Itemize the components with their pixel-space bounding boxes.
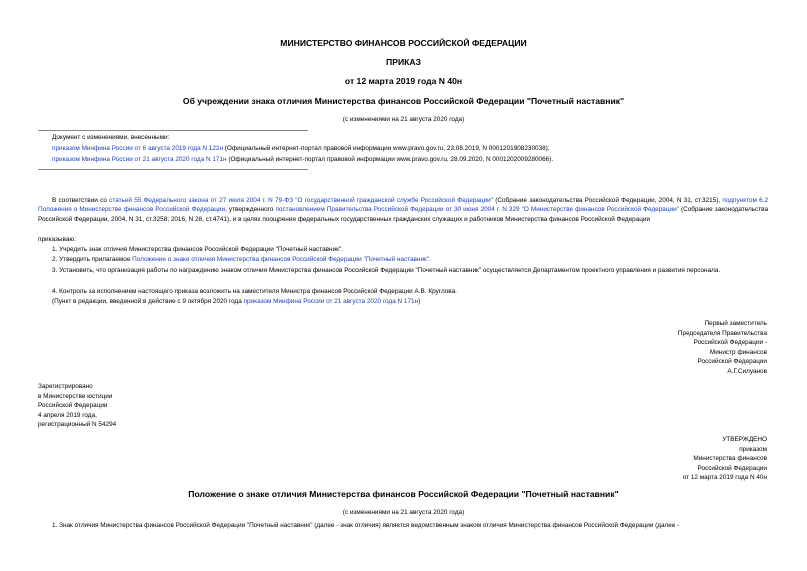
item-2-text: 2. Утвердить прилагаемое: [52, 256, 133, 263]
regulation-title: Положение о знаке отличия Министерства финансов Российской Федерации "Почетный наставник": [188, 489, 619, 499]
order-title: Об учреждении знака отличия Министерства финансов Российской Федерации "Почетный наставник": [182, 96, 625, 106]
amendment-source-2: (Официальный интернет-портал правовой информации www.pravo.gov.ru, 28.09.2020, N 0001202009280066).: [226, 156, 554, 163]
registration-line-1: Зарегистрировано: [38, 383, 93, 390]
approved-block: [683, 435, 767, 483]
changes-item-1: [52, 144, 550, 153]
registration-block: [38, 382, 116, 430]
item-3: 3. Установить, что организация работы по награждению знаком отличия Министерства финансов Российской Федерации "Почетный наставник" осуществляется Департаментом проектного управления и развития персонала.: [52, 267, 721, 274]
item-4-amendment-link[interactable]: приказом Минфина России от 21 августа 2020 года N 171н: [243, 298, 419, 305]
signature-name: А.Г.Силуанов: [727, 367, 767, 375]
registration-line-5: регистрационный N 54294: [38, 421, 117, 429]
approved-line-1: УТВЕРЖДЕНО: [722, 436, 767, 443]
signature-line-1: Первый заместитель: [704, 320, 767, 327]
preamble-text-2: (Собрание законодательства Российской Федерации, 2004, N 31, ст.3215),: [493, 197, 723, 204]
item-4-note-end: ): [418, 298, 421, 305]
amendment-link-1[interactable]: приказом Минфина России от 6 августа 2019 года N 122н: [52, 145, 224, 152]
approved-line-3: Министерства финансов: [693, 455, 767, 463]
signature-line-4: Министр финансов: [709, 348, 767, 356]
registration-line-2: в Министерстве юстиции: [38, 392, 113, 400]
preamble-text-3: , утвержденного: [225, 206, 276, 214]
changes-item-2: [52, 155, 553, 164]
regulation-link[interactable]: Положение о знаке отличия Министерства финансов Российской Федерации "Почетный наставник": [132, 256, 430, 263]
item-2: [52, 255, 431, 264]
changes-top-rule: [38, 130, 308, 131]
item-1: 1. Учредить знак отличия Министерства финансов Российской Федерации "Почетный наставник".: [52, 246, 343, 253]
order-word: приказываю:: [38, 236, 76, 243]
amendment-source-1: (Официальный интернет-портал правовой информации www.pravo.gov.ru, 23.08.2019, N 0001201908230038);: [223, 145, 550, 152]
changes-intro: Документ с изменениями, внесенными:: [52, 134, 170, 141]
approved-line-4: Российской Федерации: [697, 464, 767, 472]
signature-line-5: Российской Федерации: [697, 358, 767, 366]
changes-note: (с изменениями на 21 августа 2020 года): [342, 116, 465, 123]
registration-line-4: 4 апреля 2019 года,: [38, 411, 97, 419]
regulation-subparagraph-link[interactable]: подпунктом 6.2 Положения о Министерстве финансов Российской Федерации: [38, 197, 769, 214]
preamble-text-4: (Собрание законодательства Российской Федерации, 2004, N 31, ст.3258; 2016, N 28, ст.4741), и в целях поощрения федеральных государственных гражданских служащих и работников Министерства финансов Российской Федерации: [38, 206, 769, 223]
law-article-link[interactable]: статьей 55 Федерального закона от 27 июля 2004 г. N 79-ФЗ "О государственной гражданской службе Российской Федерации": [109, 197, 493, 204]
regulation-changes-note: (с изменениями на 21 августа 2020 года): [342, 509, 465, 516]
approved-line-2: приказом: [739, 445, 767, 453]
doc-type-heading: ПРИКАЗ: [386, 57, 421, 67]
preamble-text-1: В соответствии со: [52, 197, 110, 204]
registration-line-3: Российской Федерации: [38, 402, 108, 410]
preamble-paragraph: [38, 196, 768, 224]
item-4-note: [52, 297, 420, 306]
item-4-note-text: (Пункт в редакции, введенной в действие с 9 октября 2020 года: [52, 298, 244, 305]
order-date: от 12 марта 2019 года N 40н: [344, 76, 463, 86]
government-decree-link[interactable]: постановлением Правительства Российской Федерации от 30 июня 2004 г. N 329 "О Министерстве финансов Российской Федерации": [275, 206, 679, 214]
item-2-end: .: [429, 256, 431, 263]
approved-line-5: от 12 марта 2019 года N 40н: [682, 474, 767, 482]
amendment-link-2[interactable]: приказом Минфина России от 21 августа 2020 года N 171н: [52, 156, 227, 163]
signature-line-3: Российской Федерации -: [693, 339, 767, 347]
signature-line-2: Председателя Правительства: [677, 329, 767, 337]
item-4: 4. Контроль за исполнением настоящего приказа возложить на заместителя Министра финансов Российской Федерации А.В. Круглова.: [52, 288, 457, 295]
changes-bottom-rule: [38, 169, 308, 170]
ministry-heading: МИНИСТЕРСТВО ФИНАНСОВ РОССИЙСКОЙ ФЕДЕРАЦИИ: [280, 38, 527, 48]
regulation-paragraph-1: 1. Знак отличия Министерства финансов Российской Федерации "Почетный наставник" (далее - знак отличия) является ведомственным знаком отличия Министерства финансов Российской Федерации (далее -: [52, 522, 680, 529]
signature-block: [678, 319, 767, 377]
